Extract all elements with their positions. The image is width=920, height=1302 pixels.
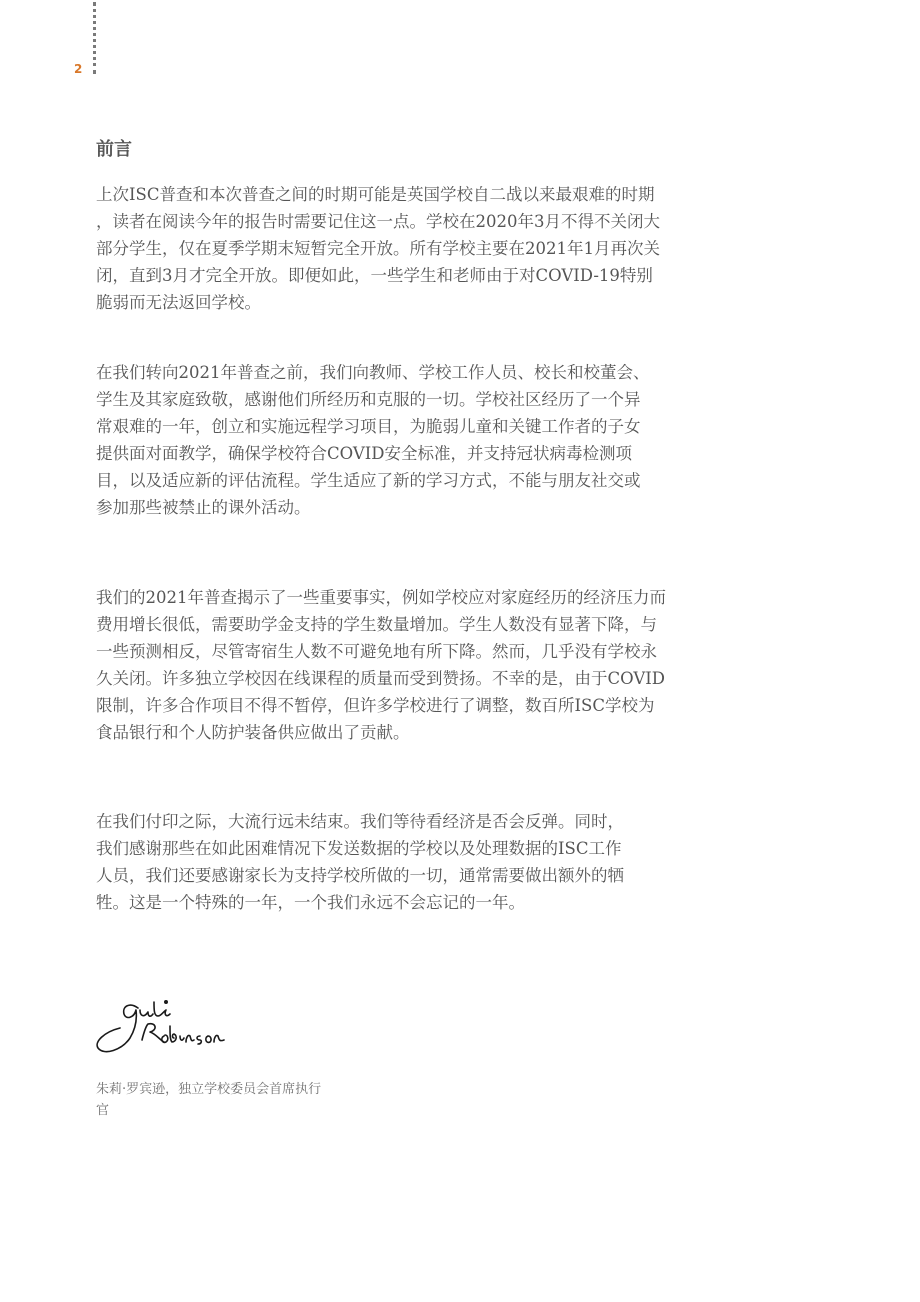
text-line: 久关闭。许多独立学校因在线课程的质量而受到赞扬。不幸的是，由于COVID (96, 669, 666, 688)
text-line: ，读者在阅读今年的报告时需要记住这一点。学校在2020年3月不得不关闭大 (96, 212, 660, 231)
text-line: 在我们转向2021年普查之前，我们向教师、学校工作人员、校长和校董会、 (96, 363, 650, 382)
text-line: 一些预测相反，尽管寄宿生人数不可避免地有所下降。然而，几乎没有学校永 (96, 642, 657, 661)
text-line: 我们的2021年普查揭示了一些重要事实，例如学校应对家庭经历的经济压力而 (96, 588, 666, 607)
caption-line: 官 (96, 1103, 110, 1118)
text-line: 闭，直到3月才完全开放。即便如此，一些学生和老师由于对COVID-19特别 (96, 266, 653, 285)
page-number: 2 (74, 62, 83, 76)
text-line: 人员，我们还要感谢家长为支持学校所做的一切，通常需要做出额外的牺 (96, 866, 624, 885)
text-line: 学生及其家庭致敬，感谢他们所经历和克服的一切。学校社区经历了一个异 (96, 390, 641, 409)
text-line: 费用增长很低，需要助学金支持的学生数量增加。学生人数没有显著下降，与 (96, 615, 657, 634)
text-line: 脆弱而无法返回学校。 (96, 293, 261, 312)
text-line: 在我们付印之际，大流行远未结束。我们等待看经济是否会反弹。同时， (96, 812, 624, 831)
paragraph-1 (96, 181, 736, 316)
text-line: 部分学生，仅在夏季学期末短暂完全开放。所有学校主要在2021年1月再次关 (96, 239, 660, 258)
caption-line: 朱莉·罗宾逊，独立学校委员会首席执行 (96, 1082, 322, 1097)
text-line: 我们感谢那些在如此困难情况下发送数据的学校以及处理数据的ISC工作 (96, 839, 622, 858)
signature-caption (96, 1079, 356, 1121)
page-title: 前言 (96, 139, 132, 160)
paragraph-4 (96, 808, 736, 916)
text-line: 上次ISC普查和本次普查之间的时期可能是英国学校自二战以来最艰难的时期 (96, 185, 655, 204)
dotted-margin-rule (93, 2, 100, 74)
paragraph-2 (96, 359, 736, 521)
paragraph-3 (96, 584, 736, 746)
text-line: 参加那些被禁止的课外活动。 (96, 498, 311, 517)
text-line: 提供面对面教学，确保学校符合COVID安全标准，并支持冠状病毒检测项 (96, 444, 633, 463)
text-line: 牲。这是一个特殊的一年，一个我们永远不会忘记的一年。 (96, 893, 525, 912)
text-line: 食品银行和个人防护装备供应做出了贡献。 (96, 723, 410, 742)
text-line: 常艰难的一年，创立和实施远程学习项目，为脆弱儿童和关键工作者的子女 (96, 417, 641, 436)
text-line: 目，以及适应新的评估流程。学生适应了新的学习方式，不能与朋友社交或 (96, 471, 641, 490)
handwritten-signature (90, 988, 230, 1060)
text-line: 限制，许多合作项目不得不暂停，但许多学校进行了调整，数百所ISC学校为 (96, 696, 655, 715)
